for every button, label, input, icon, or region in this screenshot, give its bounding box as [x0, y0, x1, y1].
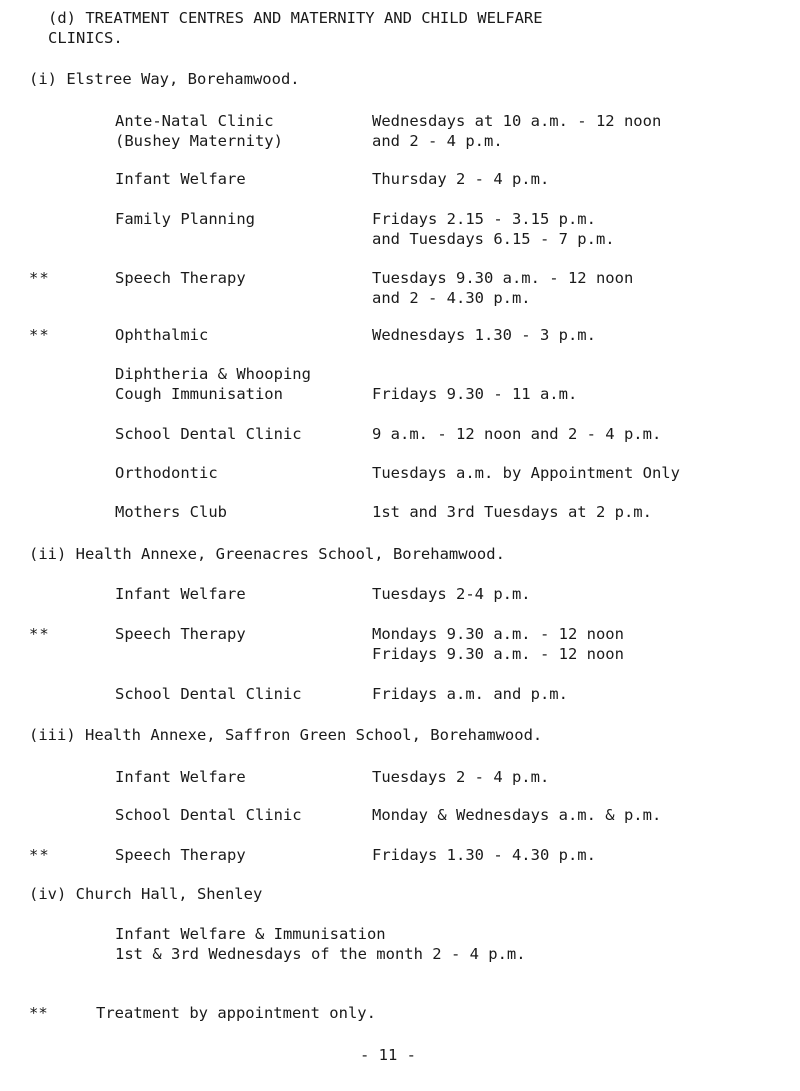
- row-label: Infant Welfare: [115, 585, 246, 603]
- row-label: (Bushey Maternity): [115, 132, 283, 150]
- row-label: Speech Therapy: [115, 625, 246, 643]
- row-label: Family Planning: [115, 210, 255, 228]
- row-label: School Dental Clinic: [115, 425, 302, 443]
- row-label: Orthodontic: [115, 464, 218, 482]
- footnote-marker: **: [29, 1004, 48, 1022]
- row-value: Fridays 9.30 a.m. - 12 noon: [372, 645, 624, 663]
- page-number: - 11 -: [360, 1046, 416, 1064]
- heading-line-1: (d) TREATMENT CENTRES AND MATERNITY AND CHILD WELFARE: [48, 9, 543, 27]
- row-label: Infant Welfare: [115, 768, 246, 786]
- row-value: Fridays a.m. and p.m.: [372, 685, 568, 703]
- row-value: Mondays 9.30 a.m. - 12 noon: [372, 625, 624, 643]
- section-4-line-1: Infant Welfare & Immunisation: [115, 925, 386, 943]
- row-label: Cough Immunisation: [115, 385, 283, 403]
- row-value: 9 a.m. - 12 noon and 2 - 4 p.m.: [372, 425, 662, 443]
- row-label: Diphtheria & Whooping: [115, 365, 311, 383]
- section-title-2: (ii) Health Annexe, Greenacres School, Borehamwood.: [29, 545, 505, 563]
- appointment-marker: **: [29, 269, 50, 287]
- row-value: Wednesdays 1.30 - 3 p.m.: [372, 326, 596, 344]
- appointment-marker: **: [29, 846, 50, 864]
- row-value: and 2 - 4.30 p.m.: [372, 289, 531, 307]
- row-value: Thursday 2 - 4 p.m.: [372, 170, 550, 188]
- appointment-marker: **: [29, 326, 50, 344]
- row-value: Tuesdays 2-4 p.m.: [372, 585, 531, 603]
- row-label: Infant Welfare: [115, 170, 246, 188]
- section-title-4: (iv) Church Hall, Shenley: [29, 885, 263, 903]
- row-label: Speech Therapy: [115, 846, 246, 864]
- section-title-1: (i) Elstree Way, Borehamwood.: [29, 70, 300, 88]
- appointment-marker: **: [29, 625, 50, 643]
- row-value: Tuesdays 9.30 a.m. - 12 noon: [372, 269, 634, 287]
- heading-line-2: CLINICS.: [48, 29, 123, 47]
- section-title-3: (iii) Health Annexe, Saffron Green School, Borehamwood.: [29, 726, 543, 744]
- row-value: and Tuesdays 6.15 - 7 p.m.: [372, 230, 615, 248]
- row-label: School Dental Clinic: [115, 806, 302, 824]
- row-label: Ophthalmic: [115, 326, 209, 344]
- row-value: Tuesdays 2 - 4 p.m.: [372, 768, 550, 786]
- row-value: Wednesdays at 10 a.m. - 12 noon: [372, 112, 662, 130]
- section-4-line-2: 1st & 3rd Wednesdays of the month 2 - 4 p.m.: [115, 945, 526, 963]
- row-value: Tuesdays a.m. by Appointment Only: [372, 464, 680, 482]
- row-value: Fridays 1.30 - 4.30 p.m.: [372, 846, 596, 864]
- row-value: 1st and 3rd Tuesdays at 2 p.m.: [372, 503, 652, 521]
- row-label: Ante-Natal Clinic: [115, 112, 274, 130]
- row-value: Fridays 9.30 - 11 a.m.: [372, 385, 578, 403]
- row-label: Mothers Club: [115, 503, 227, 521]
- row-label: School Dental Clinic: [115, 685, 302, 703]
- footnote-text: Treatment by appointment only.: [96, 1004, 376, 1022]
- row-value: and 2 - 4 p.m.: [372, 132, 503, 150]
- row-value: Monday & Wednesdays a.m. & p.m.: [372, 806, 662, 824]
- row-label: Speech Therapy: [115, 269, 246, 287]
- row-value: Fridays 2.15 - 3.15 p.m.: [372, 210, 596, 228]
